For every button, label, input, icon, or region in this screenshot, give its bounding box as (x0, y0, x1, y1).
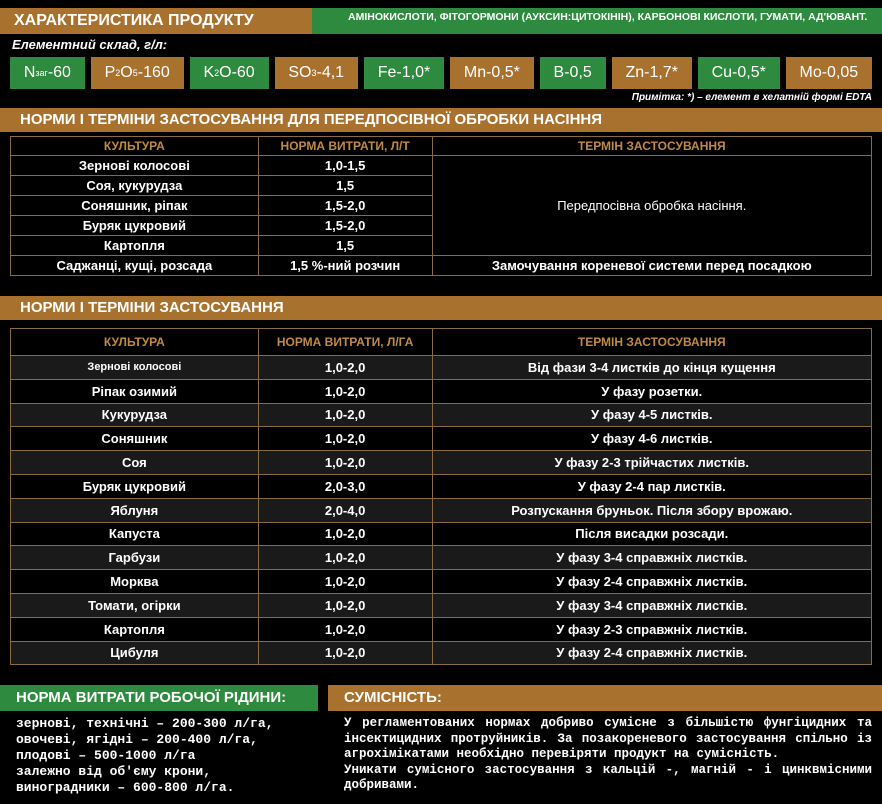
rate-cell: 1,0-2,0 (258, 617, 432, 641)
term-cell: У фазу 4-6 листків. (432, 427, 871, 451)
culture-cell: Томати, огірки (11, 593, 259, 617)
culture-cell: Буряк цукровий (11, 474, 259, 498)
table-row (11, 427, 872, 451)
table-row (11, 474, 872, 498)
table-row (11, 403, 872, 427)
rate-cell: 1,0-2,0 (258, 546, 432, 570)
application-table (10, 328, 872, 665)
term-cell: Передпосівна обробка насіння. (432, 156, 871, 256)
term-cell: Замочування кореневої системи перед посадкою (432, 256, 871, 276)
term-cell: У фазу 2-4 справжніх листків. (432, 570, 871, 594)
rate-cell: 1,0-2,0 (258, 593, 432, 617)
culture-cell: Морква (11, 570, 259, 594)
composition-label: Елементний склад, г/л: (12, 37, 168, 52)
culture-cell: Гарбузи (11, 546, 259, 570)
table-row (11, 379, 872, 403)
term-cell: У фазу 3-4 справжніх листків. (432, 593, 871, 617)
culture-cell: Соя (11, 451, 259, 475)
chelate-note: Примітка: *) – елемент в хелатній формі EDTA (631, 92, 872, 103)
element-badge: Fe-1,0* (364, 57, 444, 89)
element-badge: Zn-1,7* (612, 57, 692, 89)
working-fluid-line: зернові, технічні – 200-300 л/га, (16, 716, 274, 731)
term-cell: Від фази 3-4 листків до кінця кущення (432, 356, 871, 380)
culture-cell: Зернові колосові (11, 356, 259, 380)
rate-cell: 1,5-2,0 (258, 196, 432, 216)
rate-cell: 2,0-3,0 (258, 474, 432, 498)
rate-cell: 1,0-2,0 (258, 641, 432, 665)
element-badge: Mn-0,5* (450, 57, 534, 89)
rate-cell: 1,5-2,0 (258, 216, 432, 236)
term-cell: У фазу 2-3 трійчастих листків. (432, 451, 871, 475)
working-fluid-line: плодові – 500-1000 л/га (16, 748, 196, 763)
rate-cell: 1,5 %-ний розчин (258, 256, 432, 276)
table-row (11, 451, 872, 475)
term-cell: У фазу 4-5 листків. (432, 403, 871, 427)
col-header-culture: КУЛЬТУРА (11, 329, 259, 356)
rate-cell: 1,0-2,0 (258, 451, 432, 475)
col-header-term: ТЕРМІН ЗАСТОСУВАННЯ (432, 329, 871, 356)
culture-cell: Соняшник, ріпак (11, 196, 259, 216)
culture-cell: Зернові колосові (11, 156, 259, 176)
term-cell: Після висадки розсади. (432, 522, 871, 546)
header-row (0, 8, 882, 34)
working-fluid-text (16, 716, 273, 796)
term-cell: У фазу 2-3 справжніх листків. (432, 617, 871, 641)
term-cell: У фазу розетки. (432, 379, 871, 403)
working-fluid-title: НОРМА ВИТРАТИ РОБОЧОЇ РІДИНИ: (0, 685, 318, 711)
col-header-rate: НОРМА ВИТРАТИ, Л/ГА (258, 329, 432, 356)
term-cell: У фазу 2-4 пар листків. (432, 474, 871, 498)
rate-cell: 1,5 (258, 176, 432, 196)
term-cell: У фазу 3-4 справжніх листків. (432, 546, 871, 570)
table-row (11, 522, 872, 546)
rate-cell: 1,0-1,5 (258, 156, 432, 176)
element-badge: N заг -60 (10, 57, 85, 89)
ingredients-text: АМІНОКИСЛОТИ, ФІТОГОРМОНИ (АУКСИН:ЦИТОКІНІН), КАРБОНОВІ КИСЛОТИ, ГУМАТИ, АД'ЮВАНТ. (312, 8, 882, 34)
table-row (11, 498, 872, 522)
rate-cell: 1,0-2,0 (258, 522, 432, 546)
table-row (11, 570, 872, 594)
culture-cell: Ріпак озимий (11, 379, 259, 403)
culture-cell: Картопля (11, 617, 259, 641)
compatibility-paragraph-1: У регламентованих нормах добриво сумісне з більшістю фунгіцидних та інсектицидних протруйників. За позакореневого застосування спільно із агрохімікатами необхідно перевіряти продукт на сумісність. (344, 716, 872, 761)
table-row (11, 156, 872, 176)
table-row (11, 617, 872, 641)
col-header-term: ТЕРМІН ЗАСТОСУВАННЯ (432, 137, 871, 156)
culture-cell: Саджанці, кущі, розсада (11, 256, 259, 276)
table-row (11, 256, 872, 276)
culture-cell: Соняшник (11, 427, 259, 451)
working-fluid-line: залежно від об'єму крони, (16, 764, 212, 779)
rate-cell: 1,0-2,0 (258, 570, 432, 594)
rate-cell: 1,0-2,0 (258, 427, 432, 451)
table-row (11, 546, 872, 570)
page-title: ХАРАКТЕРИСТИКА ПРОДУКТУ (0, 8, 312, 34)
culture-cell: Яблуня (11, 498, 259, 522)
section1-title: НОРМИ І ТЕРМІНИ ЗАСТОСУВАННЯ ДЛЯ ПЕРЕДПОСІВНОЇ ОБРОБКИ НАСІННЯ (0, 108, 882, 132)
compatibility-paragraph-2: Уникати сумісного застосування з кальцій -, магній - і цинквмісними добривами. (344, 762, 872, 792)
culture-cell: Соя, кукурудза (11, 176, 259, 196)
culture-cell: Буряк цукровий (11, 216, 259, 236)
element-badge: P 2 O 5 -160 (91, 57, 184, 89)
element-badge: Cu-0,5* (698, 57, 780, 89)
element-badge: K 2 O-60 (190, 57, 269, 89)
culture-cell: Кукурудза (11, 403, 259, 427)
table-row (11, 593, 872, 617)
rate-cell: 1,5 (258, 236, 432, 256)
seed-treatment-table (10, 136, 872, 276)
table-row (11, 641, 872, 665)
element-list (10, 57, 872, 89)
term-cell: У фазу 2-4 справжніх листків. (432, 641, 871, 665)
section2-title: НОРМИ І ТЕРМІНИ ЗАСТОСУВАННЯ (0, 296, 882, 320)
term-cell: Розпускання бруньок. Після збору врожаю. (432, 498, 871, 522)
culture-cell: Капуста (11, 522, 259, 546)
working-fluid-line: виноградники – 600-800 л/га. (16, 780, 235, 795)
working-fluid-line: овочеві, ягідні – 200-400 л/га, (16, 732, 258, 747)
element-badge: Mo-0,05 (786, 57, 872, 89)
rate-cell: 1,0-2,0 (258, 379, 432, 403)
col-header-culture: КУЛЬТУРА (11, 137, 259, 156)
culture-cell: Картопля (11, 236, 259, 256)
compatibility-title: СУМІСНІСТЬ: (328, 685, 882, 711)
element-badge: B-0,5 (540, 57, 606, 89)
col-header-rate: НОРМА ВИТРАТИ, Л/Т (258, 137, 432, 156)
compatibility-text (344, 716, 872, 794)
rate-cell: 2,0-4,0 (258, 498, 432, 522)
table-row (11, 356, 872, 380)
element-badge: SO 3 -4,1 (275, 57, 358, 89)
culture-cell: Цибуля (11, 641, 259, 665)
rate-cell: 1,0-2,0 (258, 356, 432, 380)
rate-cell: 1,0-2,0 (258, 403, 432, 427)
